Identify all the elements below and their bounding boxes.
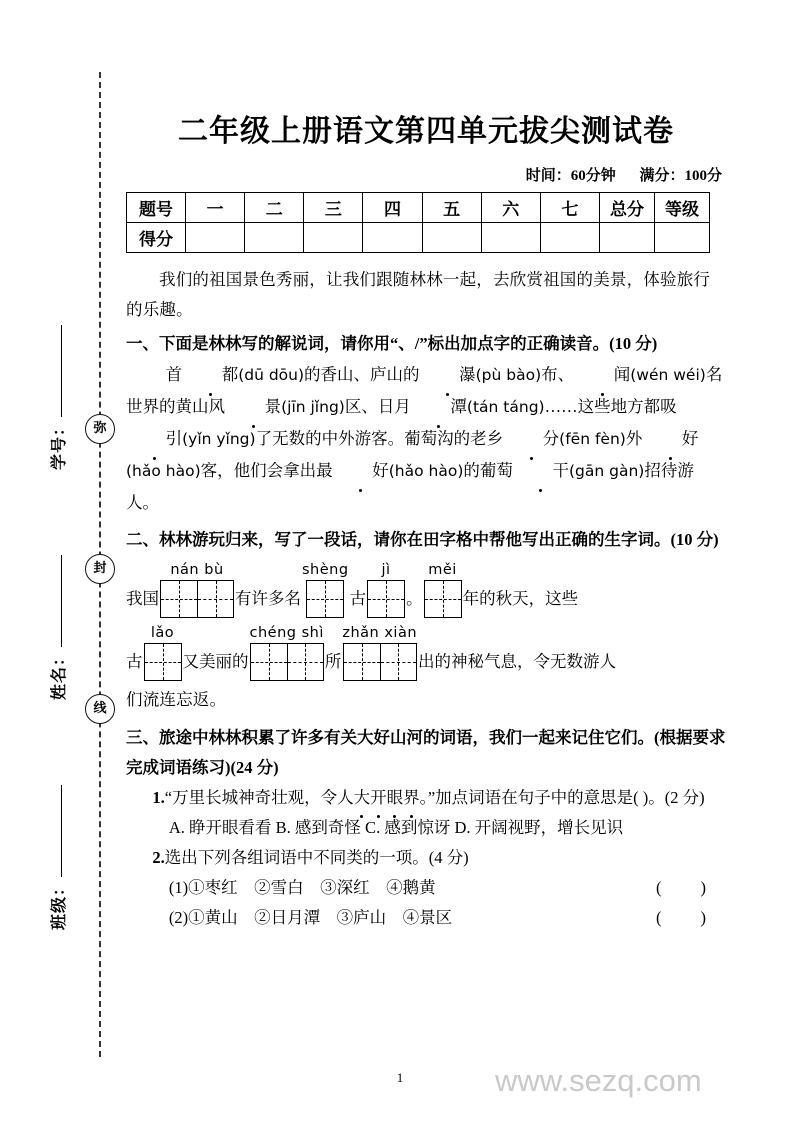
q1-dotted-pu: 瀑: [420, 359, 476, 391]
question-1-heading: 一、下面是林林写的解说词，请你用“、/”标出加点字的正确读音。(10 分): [126, 334, 658, 353]
row-label-question: 题号: [127, 193, 186, 223]
student-id-field[interactable]: [46, 300, 69, 470]
tianzige-boxes[interactable]: [160, 580, 234, 618]
tianzige-cell[interactable]: [344, 644, 380, 680]
score-cell-total[interactable]: [600, 223, 655, 253]
q1-pinyin-tan: (tán táng): [466, 398, 545, 416]
q1-dotted-hao1: 好: [642, 423, 698, 455]
q1-seg-b: 的香山、庐山的: [304, 365, 420, 384]
table-row-question-numbers: [127, 193, 710, 223]
student-name-field[interactable]: [46, 530, 69, 700]
student-id-label: 学号：: [51, 418, 68, 470]
page-number: 1: [396, 1070, 404, 1085]
q1-dotted-fen: 分: [503, 423, 559, 455]
q1-pinyin-fen: (fēn fèn): [559, 430, 626, 448]
score-col-6: 六: [481, 193, 540, 223]
question-3-item-1: [126, 783, 726, 813]
q3-item2-row1-content: (1)①枣红 ②雪白 ③深红 ④鹅黄: [168, 878, 436, 897]
tzg-text: 有许多名: [235, 589, 301, 608]
score-col-total: 总分: [600, 193, 655, 223]
question-3-heading: 三、旅途中林林积累了许多有关大好山河的词语，我们一起来记住它们。(根据要求完成词语练习)(24 分): [126, 728, 726, 777]
exam-duration: 时间：60分钟: [525, 168, 616, 184]
score-col-1: 一: [186, 193, 245, 223]
tianzige-group[interactable]: [302, 561, 349, 618]
student-class-label: 班级：: [51, 878, 68, 930]
tzg-text: 古: [349, 589, 367, 608]
tianzige-pinyin: shèng: [302, 562, 349, 578]
tianzige-cell[interactable]: [251, 644, 287, 680]
tianzige-boxes[interactable]: [367, 580, 405, 618]
q3-item2-row2-content: (2)①黄山 ②日月潭 ③庐山 ④景区: [168, 908, 453, 927]
tianzige-cell[interactable]: [380, 644, 416, 680]
tzg-text: 年的秋天，这些: [462, 589, 579, 608]
tianzige-cell[interactable]: [161, 581, 197, 617]
tianzige-cell[interactable]: [307, 581, 343, 617]
score-col-4: 四: [363, 193, 422, 223]
tianzige-cell[interactable]: [368, 581, 404, 617]
tianzige-pinyin: nán bù: [170, 562, 224, 578]
exam-meta: [126, 164, 726, 185]
tianzige-pinyin: lǎo: [150, 625, 175, 641]
question-3-item-2-row-1: [126, 873, 726, 903]
seal-mark-feng: 封: [85, 554, 115, 584]
tianzige-boxes[interactable]: [343, 643, 417, 681]
q1-pinyin-pu: (pù bào): [475, 366, 542, 384]
score-table: [126, 192, 710, 253]
q1-pinyin-wen: (wén wéi): [630, 366, 706, 384]
score-col-5: 五: [422, 193, 481, 223]
q1-dotted-jing: 景: [225, 391, 281, 423]
q3-item1-text-a: “万里长城神奇壮观，令人: [164, 788, 354, 807]
score-col-2: 二: [245, 193, 304, 223]
tzg-text: 所: [324, 652, 342, 671]
tianzige-group[interactable]: [144, 624, 182, 681]
tzg-text: 。: [406, 589, 423, 608]
seal-mark-xian: 线: [85, 694, 115, 724]
tianzige-group[interactable]: [250, 624, 324, 681]
content-column: [126, 0, 726, 933]
question-2-row-2: [126, 624, 726, 681]
student-class-field[interactable]: [46, 760, 69, 930]
question-1-body: [126, 359, 726, 519]
intro-paragraph: 我们的祖国景色秀丽，让我们跟随林林一起，去欣赏祖国的美景，体验旅行的乐趣。: [126, 270, 711, 319]
tianzige-pinyin: měi: [428, 562, 457, 578]
q3-item2-label: 2.: [152, 848, 165, 867]
q3-item1-text-b: 。”加点词语在句子中的意思是(: [419, 788, 639, 807]
q1-dotted-gan: 干: [513, 455, 569, 487]
student-name-rule: [61, 555, 62, 647]
student-class-rule: [61, 785, 62, 877]
tianzige-cell[interactable]: [287, 644, 323, 680]
tianzige-cell[interactable]: [197, 581, 233, 617]
site-watermark: www.sezq.com: [495, 1063, 702, 1098]
q1-seg-k: 招待游人。: [126, 461, 694, 512]
q1-seg-d: 名世界的黄山风: [126, 365, 723, 416]
q1-pinyin-yin: (yǐn yǐng): [182, 430, 256, 448]
score-cell-4[interactable]: [363, 223, 422, 253]
score-col-7: 七: [540, 193, 599, 223]
emphasis-char: 开: [370, 783, 387, 813]
tianzige-pinyin: jì: [381, 562, 391, 578]
score-cell-7[interactable]: [540, 223, 599, 253]
q1-dotted-tan: 潭: [411, 391, 467, 423]
q1-dotted-wen: 闻: [574, 359, 630, 391]
tianzige-boxes[interactable]: [144, 643, 182, 681]
q1-seg-h: 外: [625, 429, 643, 448]
tianzige-boxes[interactable]: [424, 580, 462, 618]
row-label-score: 得分: [127, 223, 186, 253]
q3-item1-dotted-phrase: [354, 788, 420, 807]
q1-dotted-hao2: 好: [333, 455, 389, 487]
q3-item2-text: 选出下列各组词语中不同类的一项。(4 分): [164, 848, 469, 867]
score-cell-5[interactable]: [422, 223, 481, 253]
q3-item2-row1-answer[interactable]: ( ): [656, 878, 708, 897]
page-title: 二年级上册语文第四单元拔尖测试卷: [178, 115, 674, 148]
score-cell-1[interactable]: [186, 223, 245, 253]
score-cell-3[interactable]: [304, 223, 363, 253]
student-name-label: 姓名：: [51, 648, 68, 700]
seal-mark-mi: 弥: [85, 414, 115, 444]
emphasis-char: 界: [403, 783, 420, 813]
tianzige-pinyin: chéng shì: [249, 625, 324, 641]
q3-item1-text-c: )。(2 分): [642, 788, 705, 807]
tzg-text: 我国: [126, 589, 159, 608]
score-col-3: 三: [304, 193, 363, 223]
emphasis-char: 眼: [387, 783, 404, 813]
score-cell-6[interactable]: [481, 223, 540, 253]
tianzige-boxes[interactable]: [306, 580, 344, 618]
q1-seg-g: 了无数的中外游客。葡萄沟的老乡: [255, 429, 504, 448]
score-cell-2[interactable]: [245, 223, 304, 253]
q1-seg-i: 客，他们会拿出最: [200, 461, 333, 480]
q1-seg-f: ……这些地方都吸: [544, 397, 677, 416]
q1-pinyin-hao1: (hǎo hào): [126, 462, 201, 480]
q3-item2-row2-answer[interactable]: ( ): [656, 908, 708, 927]
q1-pinyin-jing: (jīn jǐng): [281, 398, 345, 416]
q1-seg-j: 的葡萄: [463, 461, 513, 480]
score-cell-grade[interactable]: [655, 223, 710, 253]
q1-seg-c: 布、: [541, 365, 575, 384]
tianzige-boxes[interactable]: [250, 643, 324, 681]
question-3-item-2: [126, 843, 726, 873]
tianzige-cell[interactable]: [425, 581, 461, 617]
score-col-grade: 等级: [655, 193, 710, 223]
q1-pinyin-hao2: (hǎo hào): [388, 462, 464, 480]
tzg-text: 出的神秘气息，令无数游人: [418, 652, 617, 671]
tzg-text: 又美丽的: [182, 652, 249, 671]
student-id-rule: [61, 325, 62, 417]
tianzige-group[interactable]: [342, 624, 417, 681]
q1-seg-a: 首: [165, 365, 183, 384]
q1-dotted-du: 都: [182, 359, 238, 391]
question-2-row-3: 们流连忘返。: [126, 690, 227, 709]
q1-seg-e: 区、日月: [344, 397, 411, 416]
q1-dotted-yin: 引: [126, 423, 182, 455]
question-3-item-1-options[interactable]: A. 睁开眼看看 B. 感到奇怪 C. 感到惊讶 D. 开阔视野，增长见识: [168, 818, 624, 837]
exam-full-score: 满分：100分: [639, 168, 722, 184]
tianzige-group[interactable]: [367, 561, 405, 618]
tianzige-group[interactable]: [424, 561, 462, 618]
question-2-heading: 二、林林游玩归来，写了一段话，请你在田字格中帮他写出正确的生字词。(10 分): [126, 530, 719, 549]
q3-item1-label: 1.: [152, 788, 165, 807]
q1-pinyin-gan: (gān gàn): [568, 462, 645, 480]
table-row-scores: [127, 223, 710, 253]
emphasis-char: 大: [354, 783, 371, 813]
question-2-row-1: [126, 561, 726, 618]
tzg-text: 古: [126, 652, 143, 671]
tianzige-cell[interactable]: [145, 644, 181, 680]
q1-pinyin-du: (dū dōu): [238, 366, 305, 384]
tianzige-group[interactable]: [160, 561, 234, 618]
question-3-item-2-row-2: [126, 903, 726, 933]
tianzige-pinyin: zhǎn xiàn: [342, 625, 418, 641]
